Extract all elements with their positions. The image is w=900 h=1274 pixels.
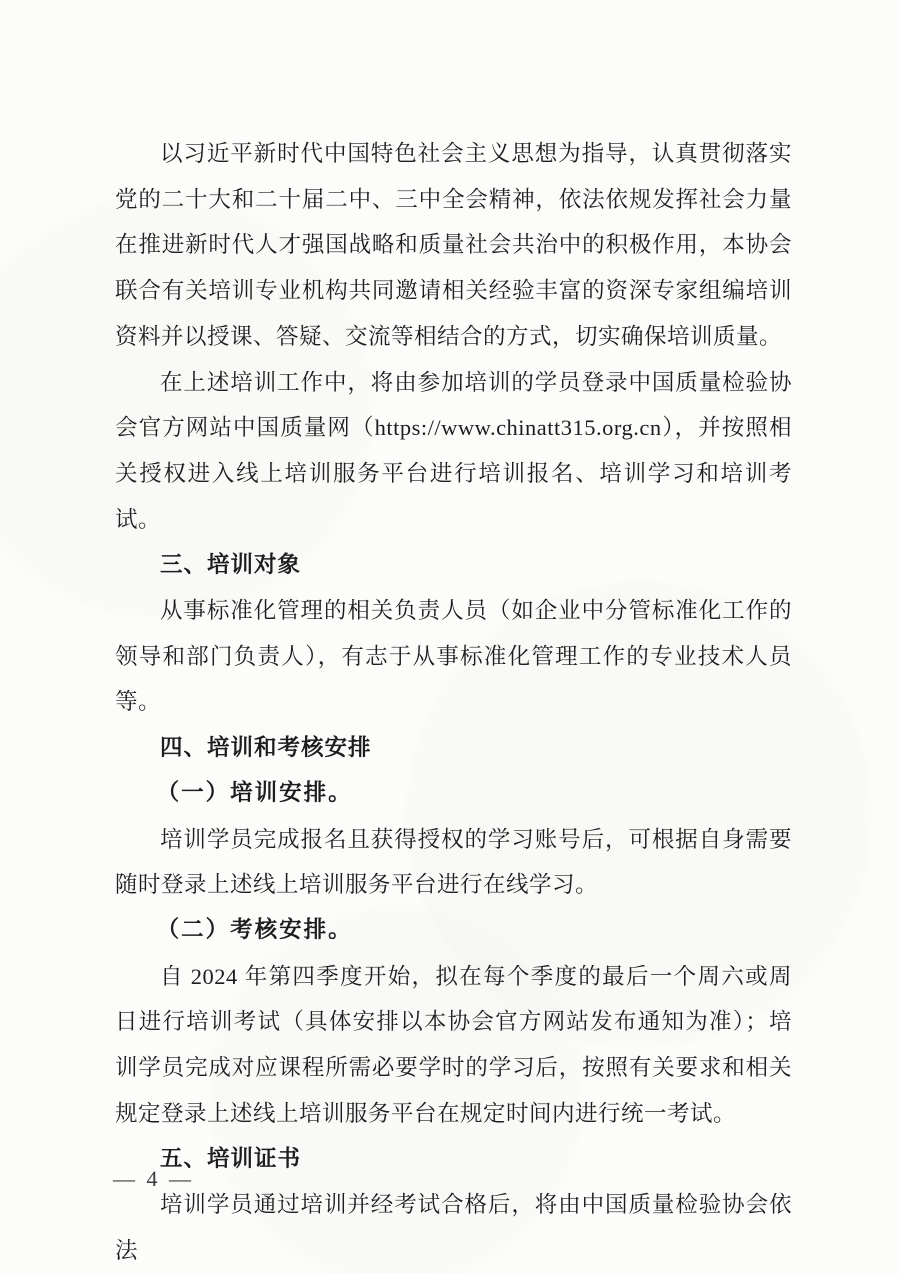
paragraph-training-platform: 在上述培训工作中，将由参加培训的学员登录中国质量检验协会官方网站中国质量网（https://www.chinatt315.org.cn），并按照相关授权进入线上培训服务平台进行培训报名、培训学习和培训考试。 [115, 369, 792, 532]
paragraph-guiding-ideology: 以习近平新时代中国特色社会主义思想为指导，认真贯彻落实党的二十大和二十届二中、三中全会精神，依法依规发挥社会力量在推进新时代人才强国战略和质量社会共治中的积极作用，本协会联合有关培训专业机构共同邀请相关经验丰富的资深专家组编培训资料并以授课、答疑、交流等相结合的方式，切实确保培训质量。 [115, 141, 792, 349]
paragraph-assessment-arrangement: 自 2024 年第四季度开始，拟在每个季度的最后一个周六或周日进行培训考试（具体安排以本协会官方网站发布通知为准）；培训学员完成对应课程所需必要学时的学习后，按照有关要求和相关规定登录上述线上培训服务平台在规定时间内进行统一考试。 [115, 963, 792, 1126]
heading-training-certificate: 五、培训证书 [160, 1146, 302, 1172]
heading-training-and-assessment: 四、培训和考核安排 [160, 735, 372, 761]
page-number: — 4 — [113, 1166, 194, 1191]
paragraph-training-certificate: 培训学员通过培训并经考试合格后，将由中国质量检验协会依法 [115, 1192, 792, 1263]
document-body [115, 131, 792, 1274]
page-footer [113, 1166, 194, 1192]
subheading-assessment-arrangement: （二）考核安排。 [156, 916, 353, 943]
heading-training-targets: 三、培训对象 [160, 552, 302, 578]
subheading-training-arrangement: （一）培训安排。 [156, 779, 353, 806]
paragraph-training-targets: 从事标准化管理的相关负责人员（如企业中分管标准化工作的领导和部门负责人），有志于从事标准化管理工作的专业技术人员等。 [115, 598, 792, 715]
paragraph-training-arrangement: 培训学员完成报名且获得授权的学习账号后，可根据自身需要随时登录上述线上培训服务平台进行在线学习。 [115, 826, 792, 898]
